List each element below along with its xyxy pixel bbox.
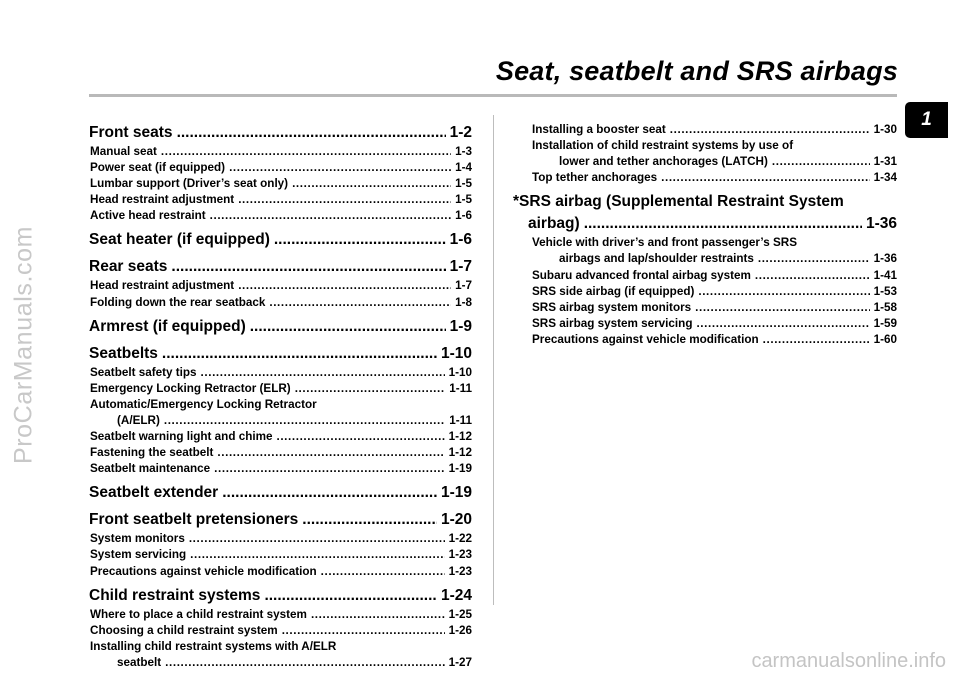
toc-entry-seat-heater[interactable]: Seat heater (if equipped) ..... 1-6 xyxy=(89,229,472,251)
toc-entry-precautions-right[interactable]: Precautions against vehicle modification ..... 1-60 xyxy=(513,332,897,348)
toc-entry-pretensioners[interactable]: Front seatbelt pretensioners ..... 1-20 xyxy=(89,509,472,531)
toc-entry-latch-line1[interactable]: Installation of child restraint systems by use of xyxy=(532,139,794,153)
side-watermark-text: ProCarManuals.com xyxy=(9,225,38,465)
toc-entry-maintenance[interactable]: Seatbelt maintenance ..... 1-19 xyxy=(89,461,472,477)
bottom-watermark: carmanualsonline.info xyxy=(751,650,946,672)
toc-entry-srs-line1[interactable]: *SRS airbag (Supplemental Restraint System xyxy=(513,193,844,211)
toc-entry-folding-rear[interactable]: Folding down the rear seatback ..... 1-8 xyxy=(89,295,472,311)
toc-entry-rear-seats[interactable]: Rear seats ..... 1-7 xyxy=(89,256,472,278)
toc-entry-power-seat[interactable]: Power seat (if equipped) ..... 1-4 xyxy=(89,160,472,176)
toc-entry-elr[interactable]: Emergency Locking Retractor (ELR) ..... 1-11 xyxy=(89,381,472,397)
toc-entry-vehicle-line1[interactable]: Vehicle with driver’s and front passenger’s SRS xyxy=(532,236,797,250)
toc-entry-installing[interactable]: seatbelt ..... 1-27 xyxy=(89,655,472,671)
toc-entry-front-seats[interactable]: Front seats ..... 1-2 xyxy=(89,122,472,144)
title-rule xyxy=(89,94,897,97)
toc-entry-where-place[interactable]: Where to place a child restraint system ..... 1-25 xyxy=(89,607,472,623)
toc-entry-lumbar[interactable]: Lumbar support (Driver’s seat only) ..... 1-5 xyxy=(89,176,472,192)
chapter-tab[interactable]: 1 xyxy=(905,102,948,138)
toc-entry-vehicle-airbags[interactable]: airbags and lap/shoulder restraints ..... 1-36 xyxy=(513,251,897,267)
toc-entry-precautions-left[interactable]: Precautions against vehicle modification ..... 1-23 xyxy=(89,564,472,580)
toc-left-column xyxy=(89,122,472,671)
toc-entry-aelr-line1[interactable]: Automatic/Emergency Locking Retractor xyxy=(90,397,317,411)
toc-entry-armrest[interactable]: Armrest (if equipped) ..... 1-9 xyxy=(89,316,472,338)
toc-entry-srs-airbag[interactable]: airbag) ..... 1-36 xyxy=(513,213,897,235)
toc-entry-extender[interactable]: Seatbelt extender ..... 1-19 xyxy=(89,482,472,504)
toc-entry-fastening[interactable]: Fastening the seatbelt ..... 1-12 xyxy=(89,445,472,461)
toc-entry-booster[interactable]: Installing a booster seat ..... 1-30 xyxy=(513,122,897,138)
toc-entry-seatbelts[interactable]: Seatbelts ..... 1-10 xyxy=(89,343,472,365)
toc-entry-child-restraint[interactable]: Child restraint systems ..... 1-24 xyxy=(89,585,472,607)
toc-entry-active-head-restraint[interactable]: Active head restraint ..... 1-6 xyxy=(89,208,472,224)
toc-right-column xyxy=(513,122,897,348)
toc-entry-side-airbag[interactable]: SRS side airbag (if equipped) ..... 1-53 xyxy=(513,284,897,300)
toc-entry-safety-tips[interactable]: Seatbelt safety tips ..... 1-10 xyxy=(89,365,472,381)
toc-entry-system-monitors[interactable]: System monitors ..... 1-22 xyxy=(89,531,472,547)
page-title: Seat, seatbelt and SRS airbags xyxy=(495,56,898,86)
toc-entry-manual-seat[interactable]: Manual seat ..... 1-3 xyxy=(89,144,472,160)
toc-entry-latch[interactable]: lower and tether anchorages (LATCH) ..... 1-31 xyxy=(513,154,897,170)
toc-entry-airbag-monitors[interactable]: SRS airbag system monitors ..... 1-58 xyxy=(513,300,897,316)
toc-entry-choosing[interactable]: Choosing a child restraint system ..... 1-26 xyxy=(89,623,472,639)
toc-entry-advanced-frontal[interactable]: Subaru advanced frontal airbag system ..... 1-41 xyxy=(513,268,897,284)
toc-entry-aelr[interactable]: (A/ELR) ..... 1-11 xyxy=(89,413,472,429)
toc-entry-head-restraint-front[interactable]: Head restraint adjustment ..... 1-5 xyxy=(89,192,472,208)
column-divider xyxy=(493,115,494,605)
toc-entry-airbag-servicing[interactable]: SRS airbag system servicing ..... 1-59 xyxy=(513,316,897,332)
toc-entry-top-tether[interactable]: Top tether anchorages ..... 1-34 xyxy=(513,170,897,186)
toc-entry-installing-line1[interactable]: Installing child restraint systems with A/ELR xyxy=(90,639,337,653)
toc-entry-system-servicing[interactable]: System servicing ..... 1-23 xyxy=(89,547,472,563)
toc-entry-head-restraint-rear[interactable]: Head restraint adjustment ..... 1-7 xyxy=(89,278,472,294)
toc-entry-warning-light[interactable]: Seatbelt warning light and chime ..... 1-12 xyxy=(89,429,472,445)
